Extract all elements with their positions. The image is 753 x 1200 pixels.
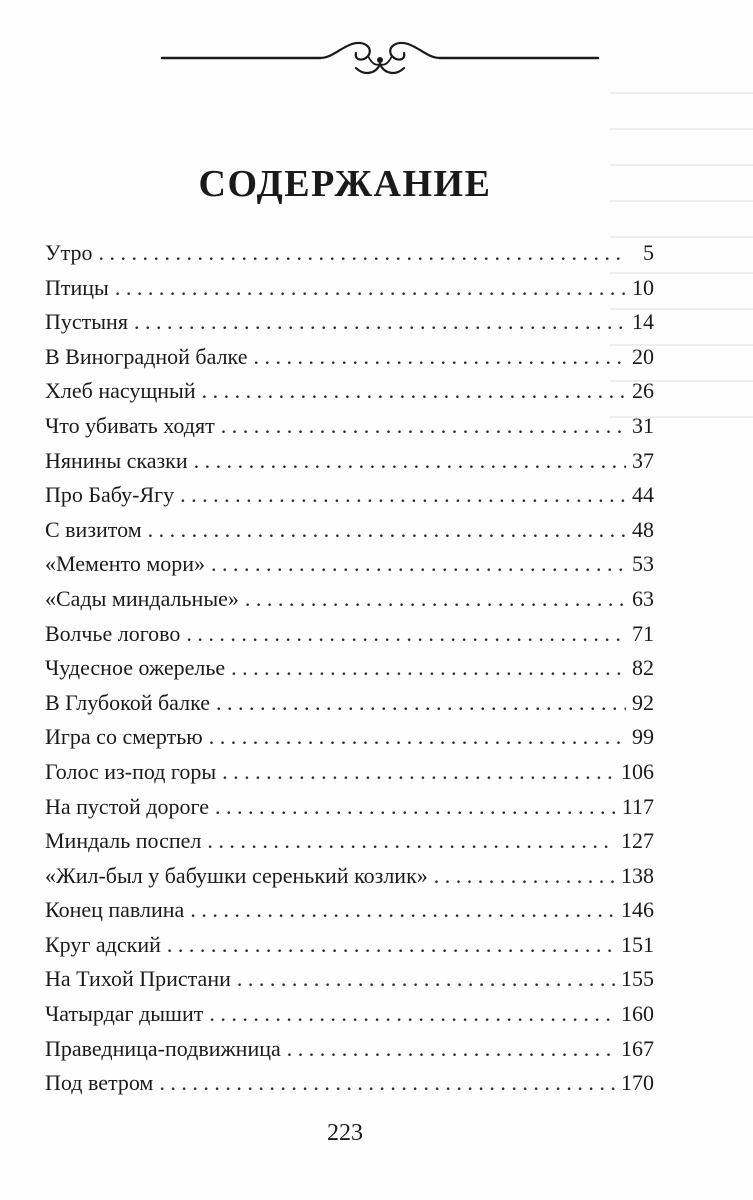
toc-entry bbox=[45, 271, 654, 306]
toc-entry-title: «Сады миндальные» bbox=[45, 585, 239, 611]
toc-entry-title: «Жил-был у бабушки серенький козлик» bbox=[45, 862, 428, 888]
toc-entry-title: Игра со смертью bbox=[45, 724, 203, 750]
toc-entry-title: Утро bbox=[45, 240, 93, 265]
toc-entry-page: 151 bbox=[621, 931, 654, 957]
leader-dots bbox=[237, 962, 615, 997]
toc-entry-title: На Тихой Пристани bbox=[45, 966, 231, 992]
page-number: 223 bbox=[327, 1120, 363, 1146]
toc-entry bbox=[45, 962, 654, 997]
toc-entry-page: 44 bbox=[632, 482, 654, 508]
table-of-contents bbox=[45, 236, 654, 1101]
toc-entry-title: «Мементо мори» bbox=[45, 551, 206, 577]
toc-entry-title: Миндаль поспел bbox=[45, 828, 202, 854]
toc-entry bbox=[45, 1032, 654, 1067]
toc-entry-title: Круг адский bbox=[45, 931, 161, 957]
toc-entry bbox=[45, 236, 654, 271]
leader-dots bbox=[167, 928, 615, 963]
toc-entry-page: 48 bbox=[632, 516, 654, 542]
leader-dots bbox=[98, 236, 628, 271]
flourish-divider-icon bbox=[160, 30, 600, 80]
toc-entry-page: 37 bbox=[632, 447, 654, 473]
toc-entry-page: 170 bbox=[621, 1070, 654, 1096]
toc-entry bbox=[45, 790, 654, 825]
leader-dots bbox=[287, 1032, 615, 1067]
toc-entry bbox=[45, 893, 654, 928]
toc-entry-page: 5 bbox=[643, 240, 654, 265]
leader-dots bbox=[434, 859, 615, 894]
toc-entry bbox=[45, 547, 654, 582]
toc-entry-title: В Глубокой балке bbox=[45, 689, 210, 715]
leader-dots bbox=[231, 651, 626, 686]
toc-entry bbox=[45, 1066, 654, 1101]
toc-entry bbox=[45, 651, 654, 686]
toc-entry-page: 14 bbox=[632, 309, 654, 335]
toc-entry-page: 53 bbox=[632, 551, 654, 577]
toc-entry-page: 92 bbox=[632, 689, 654, 715]
toc-entry-page: 167 bbox=[621, 1035, 654, 1061]
toc-entry bbox=[45, 582, 654, 617]
leader-dots bbox=[202, 374, 626, 409]
toc-entry-page: 160 bbox=[621, 1001, 654, 1027]
toc-entry bbox=[45, 686, 654, 721]
leader-dots bbox=[194, 444, 626, 479]
toc-entry bbox=[45, 997, 654, 1032]
leader-dots bbox=[211, 547, 626, 582]
toc-entry bbox=[45, 824, 654, 859]
leader-dots bbox=[186, 617, 626, 652]
toc-entry-page: 71 bbox=[632, 620, 654, 646]
contents-heading: СОДЕРЖАНИЕ bbox=[198, 163, 492, 205]
leader-dots bbox=[209, 720, 626, 755]
leader-dots bbox=[148, 513, 626, 548]
toc-entry-title: Нянины сказки bbox=[45, 447, 188, 473]
leader-dots bbox=[222, 755, 615, 790]
leader-dots bbox=[215, 790, 616, 825]
toc-entry-page: 31 bbox=[632, 412, 654, 438]
toc-entry-page: 10 bbox=[632, 274, 654, 300]
toc-entry-title: Про Бабу-Ягу bbox=[45, 482, 175, 508]
toc-entry-title: Хлеб насущный bbox=[45, 378, 196, 404]
toc-entry-title: В Виноградной балке bbox=[45, 343, 248, 369]
toc-entry-title: Под ветром bbox=[45, 1070, 154, 1096]
toc-entry bbox=[45, 617, 654, 652]
leader-dots bbox=[134, 305, 626, 340]
toc-entry-title: Голос из-под горы bbox=[45, 758, 217, 784]
toc-entry-title: Пустыня bbox=[45, 309, 128, 335]
toc-entry-page: 20 bbox=[632, 343, 654, 369]
leader-dots bbox=[159, 1066, 615, 1101]
toc-entry-page: 155 bbox=[621, 966, 654, 992]
toc-entry-title: На пустой дороге bbox=[45, 793, 209, 819]
toc-entry bbox=[45, 755, 654, 790]
leader-dots bbox=[209, 997, 615, 1032]
toc-entry bbox=[45, 305, 654, 340]
toc-entry-page: 26 bbox=[632, 378, 654, 404]
toc-entry-page: 138 bbox=[621, 862, 654, 888]
toc-entry-title: Чудесное ожерелье bbox=[45, 655, 226, 681]
toc-entry-page: 127 bbox=[621, 828, 654, 854]
toc-entry-page: 106 bbox=[621, 758, 654, 784]
toc-entry bbox=[45, 374, 654, 409]
toc-entry bbox=[45, 478, 654, 513]
toc-entry-title: Чатырдаг дышит bbox=[45, 1001, 204, 1027]
leader-dots bbox=[216, 686, 626, 721]
toc-entry-page: 63 bbox=[632, 585, 654, 611]
toc-entry bbox=[45, 513, 654, 548]
leader-dots bbox=[207, 824, 615, 859]
leader-dots bbox=[190, 893, 615, 928]
toc-entry-title: Конец павлина bbox=[45, 897, 185, 923]
toc-entry-title: Праведница-подвижница bbox=[45, 1035, 281, 1061]
leader-dots bbox=[253, 340, 626, 375]
leader-dots bbox=[180, 478, 626, 513]
toc-entry-page: 99 bbox=[632, 724, 654, 750]
toc-entry bbox=[45, 859, 654, 894]
toc-entry-title: Волчье логово bbox=[45, 620, 181, 646]
toc-entry-page: 117 bbox=[621, 793, 654, 819]
toc-entry bbox=[45, 340, 654, 375]
toc-entry bbox=[45, 409, 654, 444]
toc-entry-title: Что убивать ходят bbox=[45, 412, 215, 438]
toc-entry-page: 82 bbox=[632, 655, 654, 681]
leader-dots bbox=[221, 409, 626, 444]
toc-entry bbox=[45, 444, 654, 479]
toc-entry-title: Птицы bbox=[45, 274, 109, 300]
toc-entry-title: С визитом bbox=[45, 516, 142, 542]
toc-entry bbox=[45, 928, 654, 963]
leader-dots bbox=[245, 582, 626, 617]
toc-entry bbox=[45, 720, 654, 755]
leader-dots bbox=[115, 271, 626, 306]
toc-entry-page: 146 bbox=[621, 897, 654, 923]
